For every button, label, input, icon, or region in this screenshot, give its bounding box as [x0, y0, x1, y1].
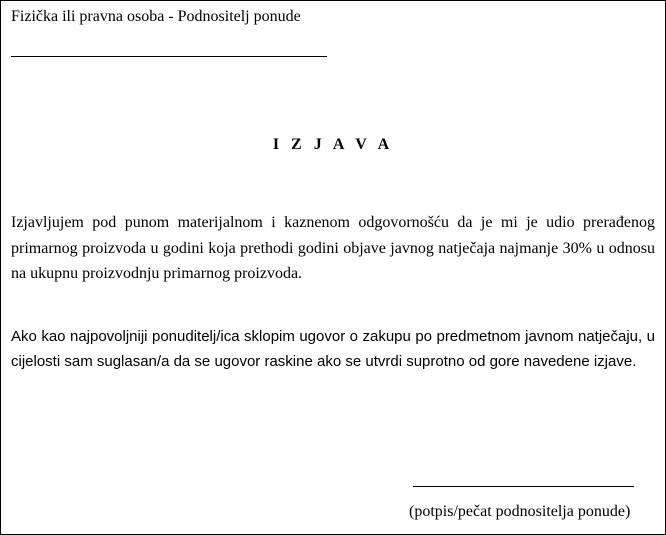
signature-label: (potpis/pečat podnositelja ponude) — [409, 503, 631, 520]
declaration-paragraph-1: Izjavljujem pod punom materijalnom i kaznenom odgovornošću da je mi je udio prerađenog primarnog proizvoda u godini koja prethodi godini objave javnog natječaja najmanje 30% u odnosu na ukupnu proizvodnju primarnog proizvoda. — [11, 214, 655, 282]
applicant-label: Fizička ili pravna osoba - Podnositelj ponude — [11, 8, 301, 25]
signature-line — [413, 486, 634, 487]
applicant-name-line — [11, 56, 327, 57]
document-title: I Z J A V A — [272, 136, 394, 153]
declaration-paragraph-2: Ako kao najpovoljniji ponuditelj/ica sklopim ugovor o zakupu po predmetnom javnom natječaju, u cijelosti sam suglasan/a da se ugovor raskine ako se utvrdi suprotno od gore navedene izjave. — [11, 328, 655, 370]
